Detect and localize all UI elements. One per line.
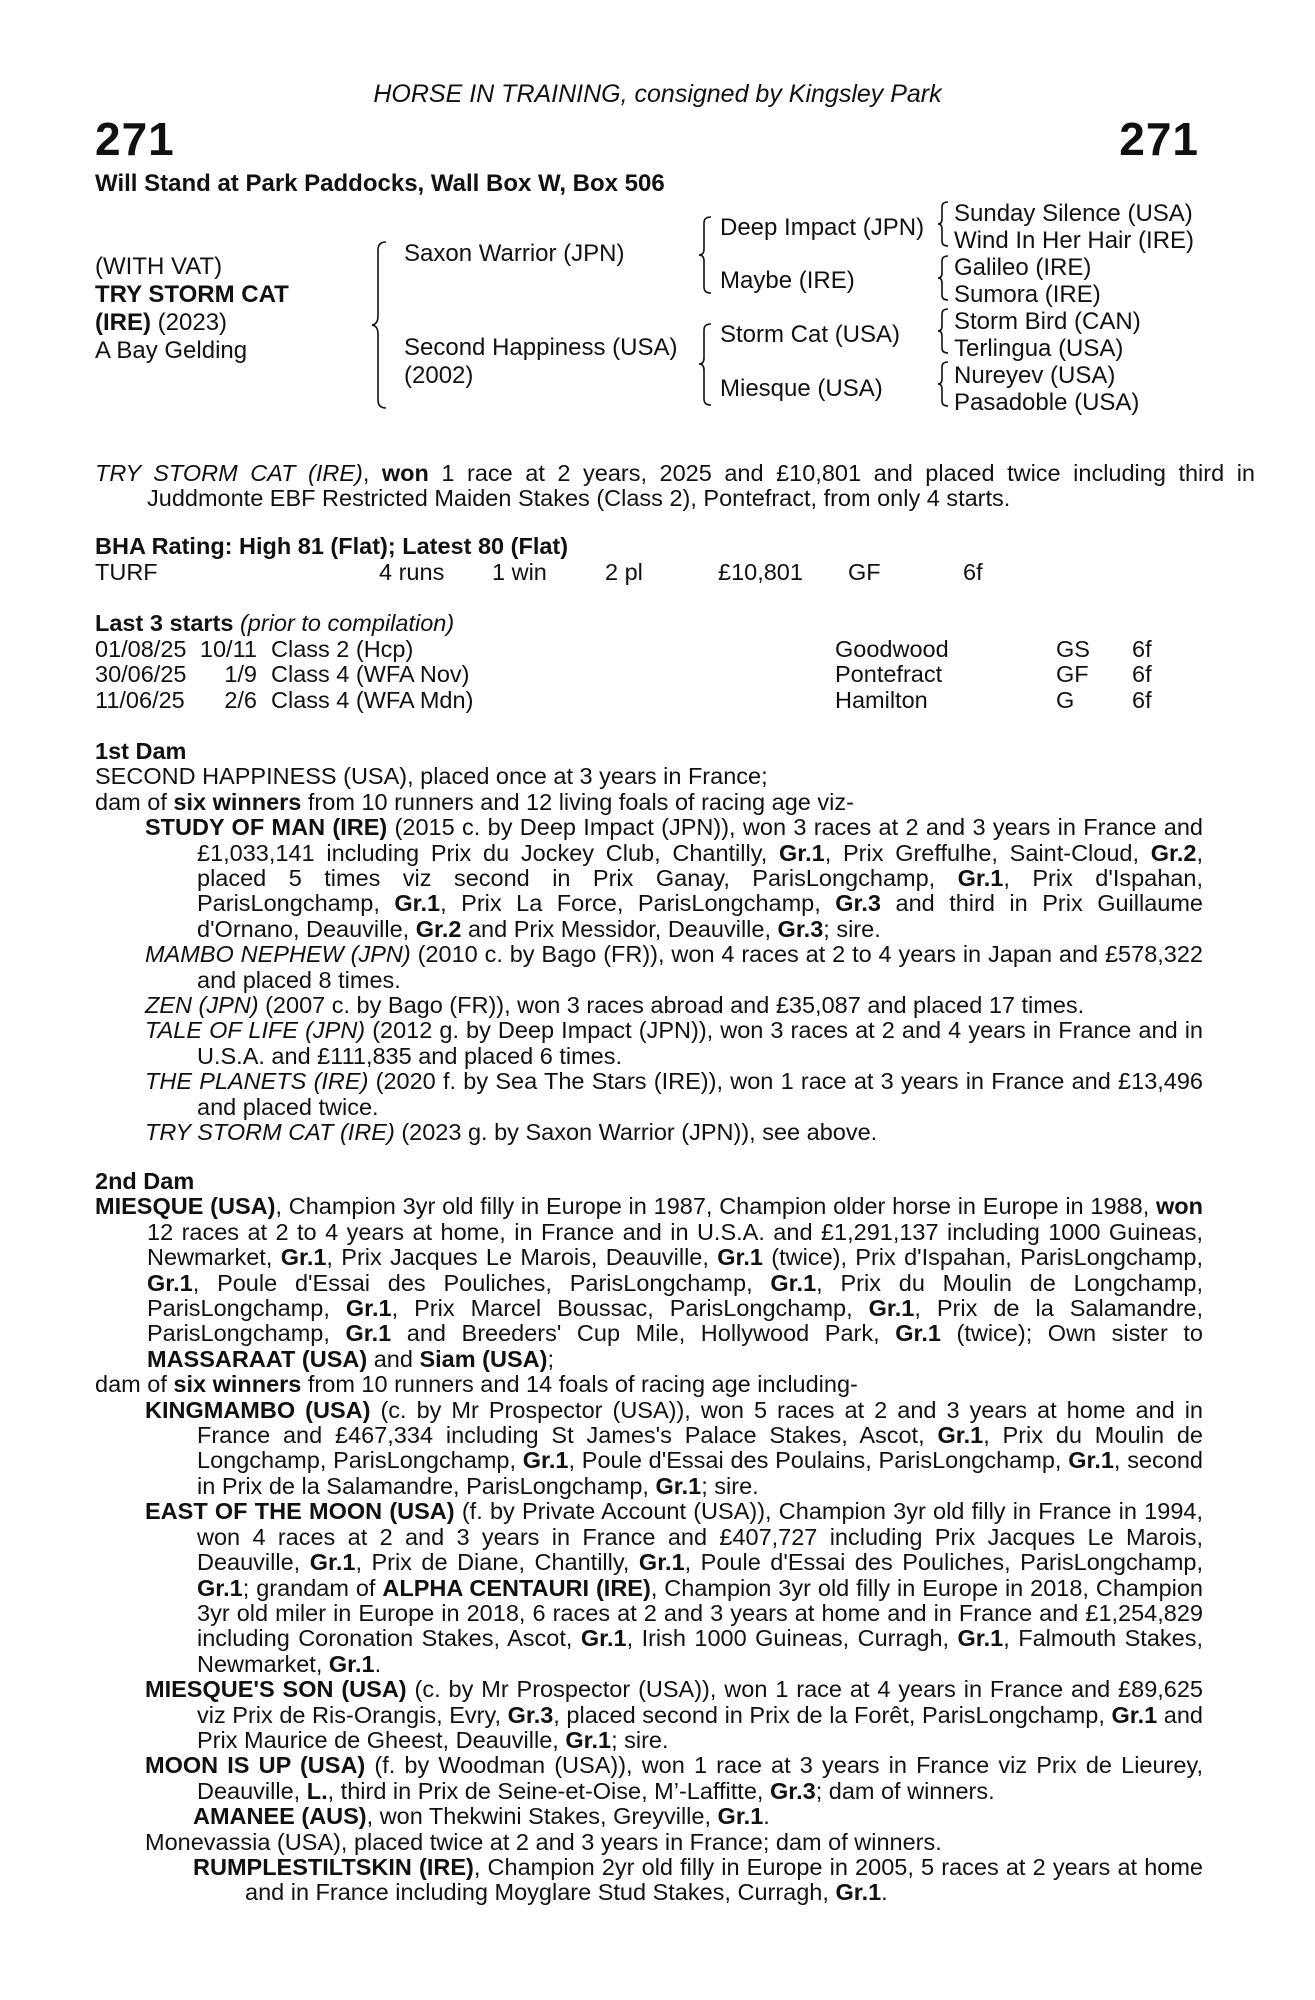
turf-runs: 4 runs [379,559,445,585]
second-dam-heading: 2nd Dam [95,1168,195,1194]
bold-text: Gr.2 [1150,839,1197,866]
bold-text: MOON IS UP (USA) [145,1752,366,1779]
text-run: dam of [95,1371,174,1398]
text-run: , Prix du Moulin de Longchamp, ParisLongchamp, [197,1422,1203,1474]
text-run: , Poule d'Essai des Pouliches, ParisLongchamp, [192,1269,771,1296]
pedigree-bracket-dam [697,322,713,407]
pedigree-ddd: Pasadoble (USA) [954,389,1140,416]
bold-text: Gr.1 [770,1269,817,1296]
horse-year: (2023) [157,309,228,336]
text-run: ; sire. [611,1726,669,1753]
last-starts-heading: Last 3 starts (prior to compilation) [95,610,455,636]
progeny-entry [95,1018,1203,1069]
pedigree-dds: Nureyev (USA) [954,362,1116,389]
pedigree-dam-sire: Storm Cat (USA) [720,321,901,348]
pedigree-sire: Saxon Warrior (JPN) [404,240,625,267]
catalogue-header: HORSE IN TRAINING, consigned by Kingsley Park [373,80,942,108]
text-run: ; [547,1345,554,1372]
text-run: (f. by Private Account (USA)), Champion 3yr old filly in France in 1994, won 4 races at 2 and 3 years in France and £407,727 including Prix Jacques Le Marois, Deauville, [197,1498,1203,1576]
bold-text: Gr.1 [717,1244,763,1271]
pedigree-sire-dam: Maybe (IRE) [720,267,855,294]
progeny-entry [95,942,1203,993]
turf-earnings: £10,801 [718,559,803,585]
pedigree-dam: Second Happiness (USA) [404,334,678,361]
progeny-entry [95,1499,1203,1677]
text-run: (f. by Woodman (USA)), won 1 race at 3 years in France viz Prix de Lieurey, Deauville, [197,1752,1203,1804]
text-run: , Prix Marcel Boussac, ParisLongchamp, [391,1295,869,1322]
text-run: , placed second in Prix de la Forêt, ParisLongchamp, [553,1701,1112,1728]
pedigree-sdd: Sumora (IRE) [954,281,1101,308]
text-run: (twice); Own sister to [940,1320,1203,1347]
pedigree-bracket-main [370,240,390,410]
pedigree-dam-year: (2002) [404,362,474,389]
italic-text: TRY STORM CAT (IRE) [145,1119,395,1146]
text-run: , Prix Jacques Le Marois, Deauville, [326,1244,718,1271]
bold-text: Gr.3 [507,1701,554,1728]
text-run: and [367,1345,420,1372]
bold-text: Gr.1 [328,1650,375,1677]
bold-text: Gr.1 [1068,1447,1114,1474]
text-run: and Prix Maurice de Gheest, Deauville, [197,1701,1203,1753]
text-run: , Poule d'Essai des Pouliches, ParisLongchamp, [684,1549,1204,1576]
vat-note: (WITH VAT) [95,253,223,280]
text-run: , Champion 2yr old filly in Europe in 2005, 5 races at 2 years at home and in France including Moyglare Stud Stakes, Curragh, [245,1853,1203,1906]
italic-text: MAMBO NEPHEW (JPN) [145,941,411,968]
turf-going: GF [848,559,881,585]
bold-text: RUMPLESTILTSKIN (IRE) [193,1853,474,1880]
horse-name: TRY STORM CAT [95,281,289,308]
pedigree-bracket-sire [697,215,713,295]
text-run: and Breeders' Cup Mile, Hollywood Park, [391,1320,896,1347]
stabling-location: Will Stand at Park Paddocks, Wall Box W, Box 506 [95,170,665,197]
text-run: (2007 c. by Bago (FR)), won 3 races abroad and £35,087 and placed 17 times. [258,992,1085,1019]
turf-placed: 2 pl [605,559,643,585]
table-row: 01/08/25 10/11 Class 2 (Hcp) Goodwood GS 6f [95,636,1152,662]
bold-text: Gr.1 [522,1447,569,1474]
text-run: , Champion 3yr old filly in Europe in 2018, Champion 3yr old miler in Europe in 2018, 6 races at 2 and 3 years at home and in France and £1,254,829 including Coronation Stakes, Ascot, [197,1574,1204,1652]
bold-text: Gr.3 [777,915,824,942]
text-run: , Champion 3yr old filly in Europe in 1987, Champion older horse in Europe in 1988, [275,1193,1156,1220]
bold-text: Gr.1 [957,1625,1004,1652]
progeny-entry [95,1830,1203,1855]
bold-text: Gr.1 [394,890,441,917]
bold-text: Gr.1 [147,1269,193,1296]
text-run: (c. by Mr Prospector (USA)), won 1 race at 4 years in France and £89,625 viz Prix de Ris-Orangis, Evry, [197,1676,1204,1728]
pedigree-sds: Galileo (IRE) [954,254,1092,281]
progeny-entry [95,815,1203,942]
last-starts-table [95,637,1203,713]
bold-text: MASSARAAT (USA) [147,1345,368,1372]
table-row: 11/06/25 2/6 Class 4 (WFA Mdn) Hamilton G 6f [95,686,1152,713]
bold-text: Gr.1 [717,1803,764,1830]
progeny-entry [95,993,1203,1018]
bha-rating-heading: BHA Rating: High 81 (Flat); Latest 80 (Flat) [95,533,569,559]
text-run: 12 races at 2 to 4 years at home, in France and in U.S.A. and £1,291,137 including 1000 Guineas, Newmarket, [147,1218,1203,1271]
second-dam-section [95,1169,1203,1906]
bold-text: MIESQUE (USA) [95,1193,276,1220]
lot-number-left: 271 [95,113,175,165]
text-run: (2012 g. by Deep Impact (JPN)), won 3 races at 2 and 4 years in France and in U.S.A. and £111,835 and placed 6 times. [197,1017,1203,1069]
pedigree-dam-dam: Miesque (USA) [720,375,883,402]
turf-surface: TURF [95,559,158,585]
bold-text: Gr.1 [345,1295,392,1322]
text-run: ; sire. [823,915,881,942]
pedigree-ssd: Wind In Her Hair (IRE) [954,227,1195,254]
text-run: (2020 f. by Sea The Stars (IRE)), won 1 race at 3 years in France and £13,496 and placed twice. [197,1068,1203,1120]
pedigree-dsd: Terlingua (USA) [954,335,1124,362]
pedigree-bracket-sd [936,254,950,302]
turf-distance: 6f [963,559,983,585]
bold-text: L. [306,1777,328,1804]
horse-description: A Bay Gelding [95,337,248,364]
text-run: ; sire. [701,1472,759,1499]
text-run: (2023 g. by Saxon Warrior (JPN)), see above. [394,1119,878,1146]
lot-number-right: 271 [1119,113,1199,165]
bold-text: won [1156,1193,1203,1220]
first-dam-heading: 1st Dam [95,738,187,764]
bold-text: MIESQUE'S SON (USA) [145,1676,407,1703]
bold-text: Gr.1 [957,865,1004,892]
pedigree-sss: Sunday Silence (USA) [954,200,1193,227]
text-run: ; grandam of [242,1574,383,1601]
first-dam-intro: SECOND HAPPINESS (USA), placed once at 3 years in France; [95,763,768,790]
text-run: , Prix du Moulin de Longchamp, ParisLongchamp, [147,1269,1203,1322]
grand-progeny-entry [95,1855,1203,1906]
first-dam-section [95,739,1203,1146]
text-run: , placed 5 times viz second in Prix Ganay, ParisLongchamp, [197,839,1203,892]
text-run: (c. by Mr Prospector (USA)), won 5 races at 2 and 3 years at home and in France and £467,334 including St James's Palace Stakes, Ascot, [197,1396,1204,1449]
second-dam-record [95,1194,1203,1372]
bold-text: Gr.2 [415,915,462,942]
text-run: , second in Prix de la Salamandre, ParisLongchamp, [197,1447,1203,1499]
turf-record [95,560,1203,585]
text-run: and Prix Messidor, Deauville, [461,915,778,942]
bold-text: Gr.1 [580,1625,627,1652]
text-run: , Prix de Diane, Chantilly, [355,1549,639,1576]
bold-text: Gr.1 [655,1472,702,1499]
bold-text: KINGMAMBO (USA) [145,1396,371,1423]
pedigree-bracket-ds [936,307,950,355]
text-run: from 10 runners and 14 foals of racing age including- [301,1371,858,1398]
summary-horse-name: TRY STORM CAT (IRE) [95,460,363,486]
bold-text: Gr.1 [835,1879,882,1906]
text-run: . [763,1803,770,1830]
progeny-entry [95,1398,1203,1500]
bold-text: Gr.1 [565,1726,612,1753]
bold-text: EAST OF THE MOON (USA) [145,1498,455,1525]
bold-text: ALPHA CENTAURI (IRE) [382,1574,651,1601]
text-run: . [374,1650,382,1677]
text-run: , Prix d'Ispahan, ParisLongchamp, [197,865,1203,917]
horse-origin-year [95,309,227,337]
progeny-entry [95,1069,1203,1120]
bold-text: Gr.1 [309,1549,356,1576]
bold-text: six winners [173,1371,302,1398]
text-run: , Prix La Force, ParisLongchamp, [440,890,836,917]
text-run: , third in Prix de Seine-et-Oise, M’-Laffitte, [327,1777,770,1804]
text-run: (2015 c. by Deep Impact (JPN)), won 3 races at 2 and 3 years in France and £1,033,141 including Prix du Jockey Club, Chantilly, [197,814,1203,866]
bold-text: Gr.1 [280,1244,327,1271]
bold-text: Gr.1 [1111,1701,1158,1728]
bold-text: Siam (USA) [419,1345,548,1372]
text-run: (twice), Prix d'Ispahan, ParisLongchamp, [762,1244,1204,1271]
bold-text: Gr.3 [835,890,881,917]
bold-text: Gr.1 [345,1320,392,1347]
text-run: Monevassia (USA), placed twice at 2 and 3 years in France; dam of winners. [145,1828,942,1855]
grand-progeny-entry [95,1804,1203,1829]
pedigree-sire-sire: Deep Impact (JPN) [720,214,925,241]
bold-text: Gr.1 [779,839,825,866]
text-run: , Prix Greffulhe, Saint-Cloud, [824,839,1151,866]
progeny-entry [95,1753,1203,1804]
italic-text: TALE OF LIFE (JPN) [145,1017,366,1044]
bold-text: AMANEE (AUS) [193,1803,367,1830]
pedigree-bracket-ss [936,200,950,248]
text-run: , Irish 1000 Guineas, Curragh, [626,1625,958,1652]
italic-text: THE PLANETS (IRE) [145,1068,369,1095]
bold-text: Gr.1 [197,1574,243,1601]
table-row: 30/06/25 1/9 Class 4 (WFA Nov) Pontefract GF 6f [95,661,1152,688]
turf-wins: 1 win [492,559,547,585]
italic-text: ZEN (JPN) [145,992,259,1019]
pedigree-bracket-dd [936,360,950,408]
first-dam-produce-summary: dam of six winners from 10 runners and 12 living foals of racing age viz- [95,788,854,815]
horse-country: (IRE) [95,309,151,336]
bold-text: Gr.1 [868,1295,915,1322]
progeny-entry [95,1677,1203,1753]
text-run: , won Thekwini Stakes, Greyville, [366,1803,718,1830]
text-run: ; dam of winners. [815,1777,995,1804]
second-dam-produce-summary [95,1372,1203,1397]
text-run: and third in Prix Guillaume d'Ornano, Deauville, [197,890,1203,942]
text-run: . [881,1879,888,1906]
pedigree-dss: Storm Bird (CAN) [954,308,1141,335]
progeny-entry [95,1120,1203,1145]
race-summary: TRY STORM CAT (IRE), won 1 race at 2 years, 2025 and £10,801 and placed twice including third in Juddmonte EBF Restricted Maiden Stakes (Class 2), Pontefract, from only 4 starts. [95,460,1255,512]
text-run: , Falmouth Stakes, Newmarket, [197,1625,1203,1677]
summary-won: won [381,460,429,486]
text-run: (2010 c. by Bago (FR)), won 4 races at 2 to 4 years in Japan and £578,322 and placed 8 times. [197,941,1204,993]
bold-text: Gr.1 [937,1422,984,1449]
summary-text: 1 race at 2 years, 2025 and £10,801 and placed twice including third in Juddmonte EBF Restricted Maiden Stakes (Class 2), Pontefract, from only 4 starts. [147,460,1255,512]
bold-text: STUDY OF MAN (IRE) [145,814,388,841]
text-run: , Poule d'Essai des Poulains, ParisLongchamp, [568,1447,1069,1474]
bold-text: Gr.3 [769,1777,816,1804]
bold-text: Gr.1 [638,1549,685,1576]
text-run: , Prix de la Salamandre, ParisLongchamp, [147,1295,1203,1347]
bold-text: Gr.1 [895,1320,941,1347]
